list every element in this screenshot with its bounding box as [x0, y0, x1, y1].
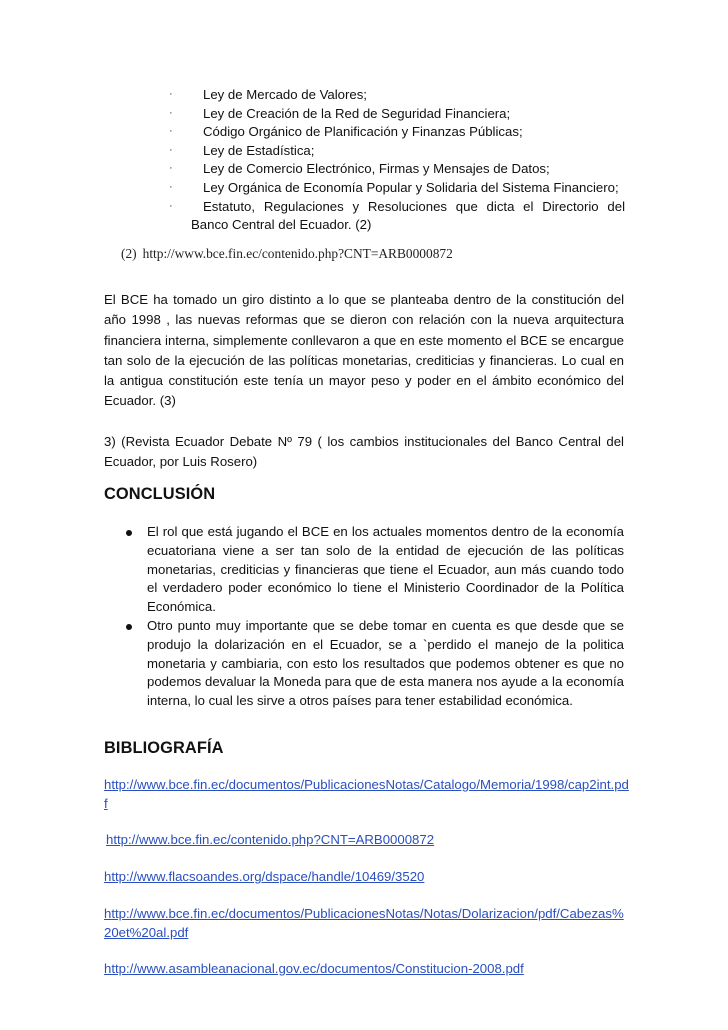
reference-note — [121, 246, 453, 262]
list-item-text: El rol que está jugando el BCE en los actuales momentos dentro de la economía ecuatoriana viene a ser tan solo de la entidad de ejecución de las políticas monetarias, crediticias y financieras que tiene el Ecuador, aun más cuando todo el verdadero poder económico lo tiene el Ministerio Coordinador de la Política Económica. — [147, 524, 624, 615]
bullet-icon — [126, 530, 132, 536]
reference-number: (2) — [121, 246, 137, 261]
bibliography-link[interactable]: http://www.bce.fin.ec/documentos/PublicacionesNotas/Notas/Dolarizacion/pdf/Cabezas%20et%20al.pdf — [104, 906, 624, 940]
bullet-dot-icon: · — [169, 106, 173, 119]
conclusion-heading: CONCLUSIÓN — [104, 485, 216, 503]
conclusion-list — [104, 523, 624, 711]
bullet-icon — [126, 624, 132, 630]
law-item — [0, 142, 728, 161]
law-item — [0, 160, 728, 179]
reference-url: http://www.bce.fin.ec/contenido.php?CNT=ARB0000872 — [142, 246, 453, 261]
law-item — [0, 198, 728, 217]
bibliography-link[interactable]: http://www.flacsoandes.org/dspace/handle/10469/3520 — [104, 869, 425, 884]
law-text-continuation: Banco Central del Ecuador. (2) — [191, 217, 372, 233]
bullet-dot-icon: · — [169, 143, 173, 156]
law-text: Código Orgánico de Planificación y Finanzas Públicas; — [203, 124, 523, 140]
law-item — [0, 179, 728, 198]
bullet-dot-icon: · — [169, 180, 173, 193]
bibliography-link[interactable]: http://www.bce.fin.ec/contenido.php?CNT=ARB0000872 — [106, 832, 435, 847]
law-item — [0, 105, 728, 124]
law-text: Ley de Creación de la Red de Seguridad Financiera; — [203, 105, 511, 121]
bibliography-heading: BIBLIOGRAFÍA — [104, 739, 224, 757]
law-item — [0, 86, 728, 105]
law-text: Ley Orgánica de Economía Popular y Solidaria del Sistema Financiero; — [203, 179, 619, 195]
law-list — [0, 86, 728, 235]
law-item — [0, 123, 728, 142]
bullet-dot-icon: · — [169, 162, 173, 175]
bullet-dot-icon: · — [169, 199, 173, 212]
bullet-dot-icon: · — [169, 88, 173, 100]
bibliography-link[interactable]: http://www.asambleanacional.gov.ec/documentos/Constitucion-2008.pdf — [104, 961, 524, 976]
law-text: Ley de Estadística; — [203, 142, 315, 158]
list-item-text: Otro punto muy importante que se debe tomar en cuenta es que desde que se produjo la dolarización en el Ecuador, se a `perdido el manejo de la politica monetaria y cambiaria, con esto los resultados que podemos obtener es que no podemos devaluar la Moneda para que de esta manera nos ayude a la economía interna, lo cual les sirve a otros países para tener estabilidad económica. — [147, 617, 624, 709]
law-text: Estatuto, Regulaciones y Resoluciones que dicta el Directorio del — [203, 198, 625, 214]
citation-paragraph: 3) (Revista Ecuador Debate Nº 79 ( los cambios institucionales del Banco Central del Ecuador, por Luis Rosero) — [104, 434, 624, 470]
bibliography-link[interactable]: http://www.bce.fin.ec/documentos/PublicacionesNotas/Catalogo/Memoria/1998/cap2int.pdf — [104, 777, 629, 811]
bullet-dot-icon: · — [169, 125, 173, 138]
list-item — [104, 523, 624, 617]
list-item — [104, 617, 624, 711]
bibliography-list — [104, 775, 629, 978]
body-paragraph: El BCE ha tomado un giro distinto a lo que se planteaba dentro de la constitución del año 1998 , las nuevas reformas que se dieron con relación con la nueva arquitectura financiera interna, simplemente conllevaron a que en este momento el BCE se encargue tan solo de la ejecución de las políticas monetarias, crediticias y financieras. Lo cual en la antigua constitución este tenía un mayor peso y poder en el ámbito económico del Ecuador. (3) — [104, 292, 624, 409]
law-text: Ley de Mercado de Valores; — [203, 87, 367, 102]
law-text: Ley de Comercio Electrónico, Firmas y Mensajes de Datos; — [203, 161, 550, 177]
